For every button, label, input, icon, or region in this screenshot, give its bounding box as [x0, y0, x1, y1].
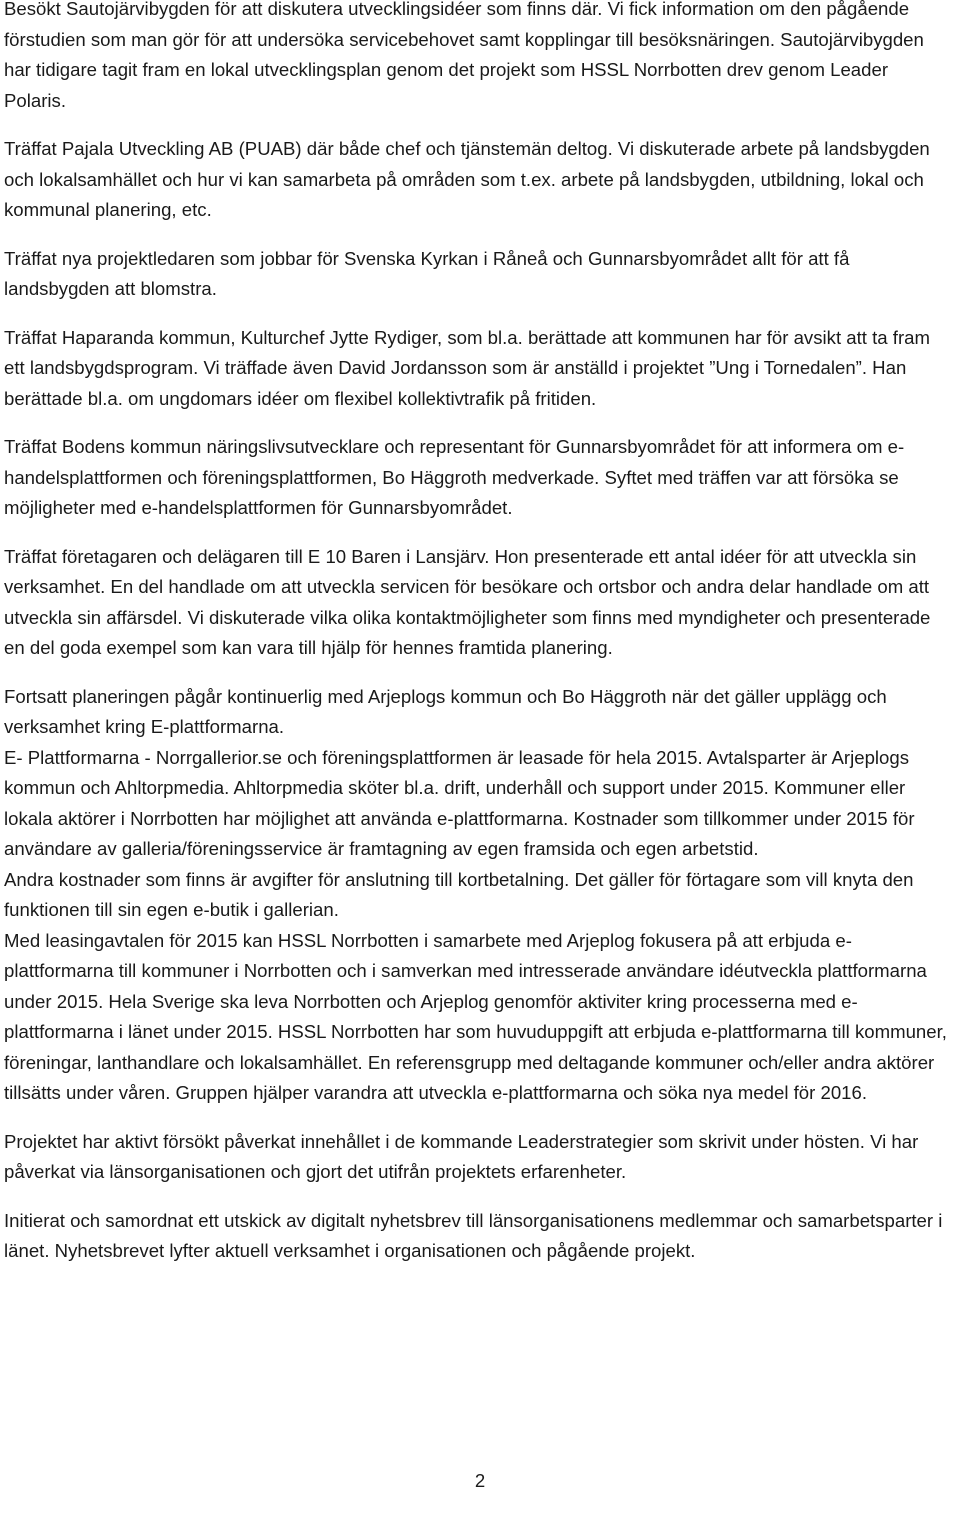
paragraph-arjeplog-planering: Fortsatt planeringen pågår kontinuerlig med Arjeplogs kommun och Bo Häggroth när det gäller upplägg och verksamhet kring E-plattformarna.: [4, 685, 887, 737]
paragraph-leaderstrategier: Projektet har aktivt försökt påverkat innehållet i de kommande Leaderstrategier som skrivit under hösten. Vi har påverkat via länsorganisationen och gjort det utifrån projektets erfarenheter.: [4, 1130, 919, 1182]
paragraph-sautojarvibygden: Besökt Sautojärvibygden för att diskutera utvecklingsidéer som finns där. Vi fick information om den pågående förstudien som man gör för att undersöka servicebehovet samt kopplingar till besöksnäringen. Sautojärvibygden har tidigare tagit fram en lokal utvecklingsplan genom det projekt som HSSL Norrbotten drev genom Leader Polaris.: [4, 0, 924, 111]
paragraph-svenska-kyrkan: Träffat nya projektledaren som jobbar för Svenska Kyrkan i Råneå och Gunnarsbyområdet allt för att få landsbygden att blomstra.: [4, 247, 850, 299]
page-number: 2: [474, 1470, 486, 1491]
paragraph-nyhetsbrev: Initierat och samordnat ett utskick av digitalt nyhetsbrev till länsorganisationens medlemmar och samarbetsparter i länet. Nyhetsbrevet lyfter aktuell verksamhet i organisationen och pågående projekt.: [4, 1209, 943, 1261]
paragraph-bodens-kommun: Träffat Bodens kommun näringslivsutvecklare och representant för Gunnarsbyområdet för att informera om e-handelsplattformen och föreningsplattformen, Bo Häggroth medverkade. Syftet med träffen var att försöka se möjligheter med e-handelsplattformen för Gunnarsbyområdet.: [4, 436, 905, 518]
paragraph-pajala-utveckling: Träffat Pajala Utveckling AB (PUAB) där både chef och tjänstemän deltog. Vi diskuterade arbete på landsbygden och lokalsamhället och hur vi kan samarbeta på områden som t.ex. arbete på landsbygden, utbildning, lokal och kommunal planering, etc.: [4, 138, 930, 220]
document-page: [4, 0, 954, 1285]
paragraph-leasingavtal: Med leasingavtalen för 2015 kan HSSL Norrbotten i samarbete med Arjeplog fokusera på att erbjuda e-plattformarna till kommuner i Norrbotten och i samverkan med intresserade användare idéutveckla plattformarna under 2015. Hela Sverige ska leva Norrbotten och Arjeplog genomför aktiviter kring processerna med e-plattformarna i länet under 2015. HSSL Norrbotten har som huvuduppgift att erbjuda e-plattformarna till kommuner, föreningar, lanthandlare och lokalsamhället. En referensgrupp med deltagande kommuner och/eller andra aktörer tillsätts under våren. Gruppen hjälper varandra att utveckla e-plattformarna och söka nya medel för 2016.: [4, 929, 947, 1103]
paragraph-haparanda: Träffat Haparanda kommun, Kulturchef Jytte Rydiger, som bl.a. berättade att kommunen har för avsikt att ta fram ett landsbygdsprogram. Vi träffade även David Jordansson som är anställd i projektet ”Ung i Tornedalen”. Han berättade bl.a. om ungdomars idéer om flexibel kollektivtrafik på fritiden.: [4, 326, 930, 409]
paragraph-e-plattformarna: E- Plattformarna - Norrgallerior.se och föreningsplattformen är leasade för hela 2015. Avtalsparter är Arjeplogs kommun och Ahltorpmedia. Ahltorpmedia sköter bl.a. drift, underhåll och support under 2015. Kommuner eller lokala aktörer i Norrbotten har möjlighet att använda e-plattformarna. Kostnader som tillkommer under 2015 för användare av galleria/föreningsservice är framtagning av egen framsida och egen arbetstid.: [4, 746, 915, 859]
paragraph-andra-kostnader: Andra kostnader som finns är avgifter för anslutning till kortbetalning. Det gäller för förtagare som vill knyta den funktionen till sin egen e-butik i gallerian.: [4, 868, 914, 920]
paragraph-e10-baren: Träffat företagaren och delägaren till E 10 Baren i Lansjärv. Hon presenterade ett antal idéer för att utveckla sin verksamhet. En del handlade om att utveckla servicen för besökare och ortsbor och andra delar handlade om att utveckla sin affärsdel. Vi diskuterade vilka olika kontaktmöjligheter som finns med myndigheter och presenterade en del goda exempel som kan vara till hjälp för hennes framtida planering.: [4, 545, 931, 658]
